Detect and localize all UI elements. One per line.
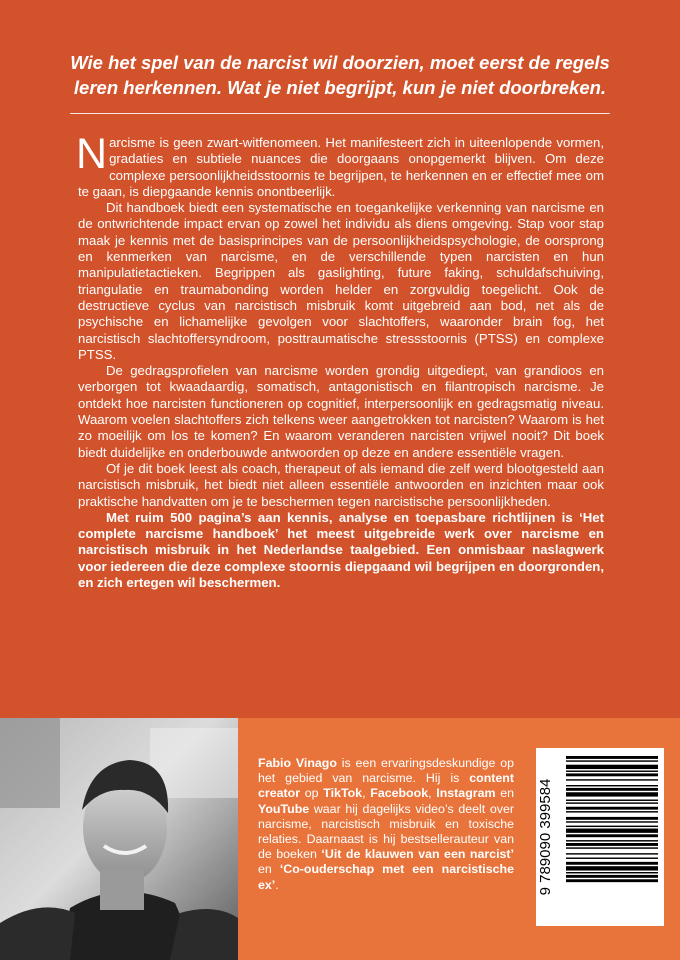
divider bbox=[70, 113, 610, 114]
blurb-text bbox=[76, 130, 604, 591]
drop-cap: N bbox=[76, 130, 108, 178]
quote-line-2: leren herkennen. Wat je niet begrijpt, kun je niet doorbreken. bbox=[73, 77, 607, 98]
paragraph-3: De gedragsprofielen van narcisme worden grondig uitgediept, van grandioos en verborgen tot kwaadaardig, somatisch, antagonistisch en filantropisch narcisme. Je ontdekt hoe narcisten functioneren op cognitief, interpersoonlijk en gedragsmatig niveau. Waarom voelen slachtoffers zich telkens weer aangetrokken tot narcisten? Waarom is het zo moeilijk om los te komen? En waarom veranderen narcisten vrijwel nooit? Dit boek biedt duidelijke en onderbouwde antwoorden op deze en andere essentiële vragen. bbox=[78, 363, 604, 460]
quote-line-1: Wie het spel van de narcist wil doorzien, moet eerst de regels bbox=[70, 52, 610, 73]
isbn-barcode bbox=[536, 748, 664, 926]
book-title-2: ‘Co-ouderschap met een narcistische ex’ bbox=[258, 862, 514, 892]
separator: , bbox=[362, 786, 371, 801]
barcode-bars bbox=[566, 756, 658, 882]
paragraph-4: Of je dit boek leest als coach, therapeut of als iemand die zelf werd blootgesteld aan narcistisch misbruik, het biedt niet alleen essentiële antwoorden en inzichten maar ook praktische handvatten om je te beschermen tegen narcistische persoonlijkheden. bbox=[78, 460, 604, 509]
platform-tiktok: TikTok bbox=[323, 786, 363, 801]
author-photo bbox=[0, 718, 238, 960]
bio-text-3: waar hij dagelijks video’s deelt over narcisme, narcistisch misbruik en toxische relaties. Daarnaast is hij bestsellerauteur van de boeken bbox=[258, 801, 514, 862]
bio-text-5: . bbox=[275, 877, 279, 892]
platform-facebook: Facebook bbox=[370, 786, 429, 801]
platform-instagram: Instagram bbox=[436, 786, 496, 801]
tagline-quote bbox=[60, 50, 620, 100]
bio-text-1: is een ervaringsdeskundige op het gebied van narcisme. Hij is bbox=[258, 756, 515, 786]
paragraph-2: Dit handboek biedt een systematische en toegankelijke verkenning van narcisme en de ontwrichtende impact ervan op zowel het individu als diens omgeving. Stap voor stap maak je kennis met de basisprincipes van de persoonlijkheidspsychologie, de oorsprong en kenmerken van narcisme, en de verschillende typen narcisten en hun manipulatietactieken. Begrippen als gaslighting, future faking, schuldafschuiving, triangulatie en traumabonding worden helder en zorgvuldig toegelicht. Ook de destructieve cyclus van narcistisch misbruik komt uitgebreid aan bod, net als de psychische en lichamelijke gevolgen voor slachtoffers, waaronder brain fog, het narcistisch slachtoffersyndroom, posttraumatische stressstoornis (PTSS) en complexe PTSS. bbox=[78, 200, 604, 362]
platform-youtube: YouTube bbox=[258, 801, 310, 816]
paragraph-1-text: arcisme is geen zwart-witfenomeen. Het manifesteert zich in uiteenlopende vormen, gradaties en subtiele nuances die doorgaans onopgemerkt blijven. Om deze complexe persoonlijkheidsstoornis te begrijpen, te herkennen en er effectief mee om te gaan, is diepgaande kennis onontbeerlijk. bbox=[78, 135, 604, 199]
author-bio bbox=[258, 756, 514, 893]
isbn-number: 9 789090 399584 bbox=[537, 778, 554, 896]
author-role: content creator bbox=[258, 771, 514, 801]
separator: en bbox=[495, 786, 515, 801]
bio-text-2: op bbox=[300, 786, 324, 801]
bio-text-4: en bbox=[258, 862, 280, 877]
separator: , bbox=[428, 786, 437, 801]
paragraph-1 bbox=[76, 130, 604, 200]
paragraph-5: Met ruim 500 pagina’s aan kennis, analyse en toepasbare richtlijnen is ‘Het complete narcisme handboek’ het meest uitgebreide werk over narcisme en narcistisch misbruik in het Nederlandse taalgebied. Een onmisbaar naslagwerk voor iedereen die deze complexe stoornis diepgaand wil begrijpen en doorgronden, en zich ertegen wil beschermen. bbox=[78, 509, 604, 591]
book-title-1: ‘Uit de klauwen van een narcist’ bbox=[321, 847, 514, 862]
author-section bbox=[0, 718, 680, 960]
author-name: Fabio Vinago bbox=[258, 756, 337, 770]
